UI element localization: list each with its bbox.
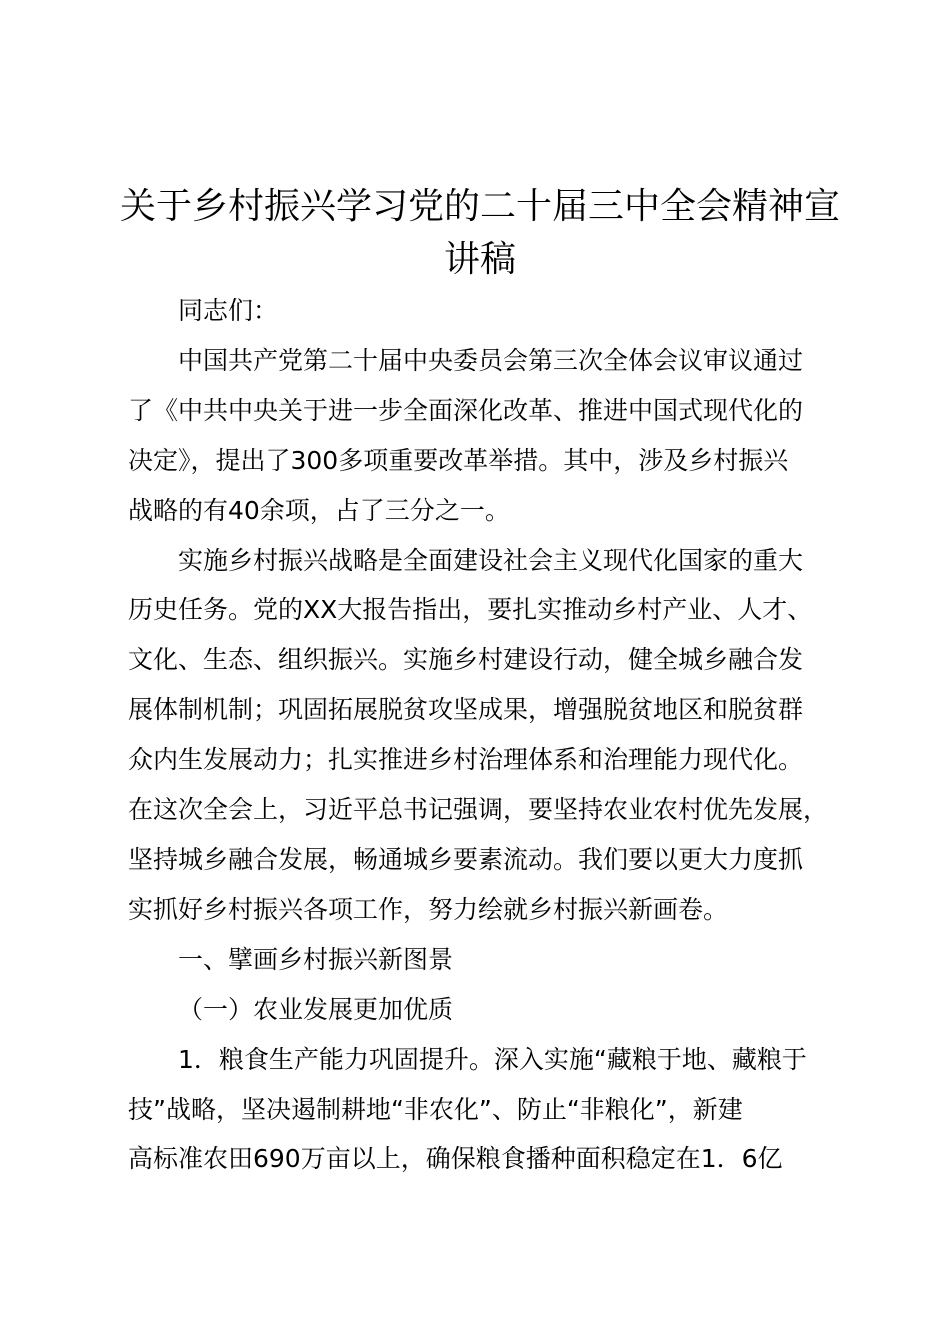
document-title [110, 180, 850, 286]
paragraph-1 [128, 336, 854, 536]
text-line: 展体制机制；巩固拓展脱贫攻坚成果，增强脱贫地区和脱贫群 [128, 695, 804, 725]
text-line: 坚持城乡融合发展，畅通城乡要素流动。我们要以更大力度抓 [128, 844, 804, 874]
text-line: 在这次全会上，习近平总书记强调，要坚持农业农村优先发展， [128, 795, 829, 825]
document-body [128, 286, 854, 1184]
text-line: 中国共产党第二十届中央委员会第三次全体会议审议通过 [178, 345, 804, 375]
text-line: 了《中共中央关于进一步全面深化改革、推进中国式现代化的 [128, 395, 804, 425]
text-line: 高标准农田690万亩以上，确保粮食播种面积稳定在1．6亿 [128, 1144, 783, 1174]
salutation: 同志们： [178, 296, 279, 325]
text-line: 实抓好乡村振兴各项工作，努力绘就乡村振兴新画卷。 [128, 894, 729, 924]
text-line: 1．粮食生产能力巩固提升。深入实施“藏粮于地、藏粮于 [178, 1044, 807, 1074]
text-line: 历史任务。党的XX大报告指出，要扎实推动乡村产业、人才、 [128, 595, 813, 625]
text-line: 众内生发展动力；扎实推进乡村治理体系和治理能力现代化。 [128, 745, 804, 775]
text-line: 实施乡村振兴战略是全面建设社会主义现代化国家的重大 [178, 545, 804, 575]
section-heading: 一、擘画乡村振兴新图景 [178, 944, 454, 974]
text-line: 决定》，提出了300多项重要改革举措。其中，涉及乡村振兴 [128, 445, 789, 475]
title-line: 关于乡村振兴学习党的二十届三中全会精神宣 [119, 186, 840, 227]
text-line: 文化、生态、组织振兴。实施乡村建设行动，健全城乡融合发 [128, 645, 804, 675]
subsection-heading: （一）农业发展更加优质 [178, 994, 454, 1024]
list-item-1 [128, 1035, 854, 1185]
title-line: 讲稿 [443, 239, 516, 280]
paragraph-2 [128, 536, 854, 935]
text-line: 战略的有40余项，占了三分之一。 [128, 495, 510, 525]
text-line: 技”战略，坚决遏制耕地“非农化”、防止“非粮化”，新建 [128, 1094, 743, 1124]
